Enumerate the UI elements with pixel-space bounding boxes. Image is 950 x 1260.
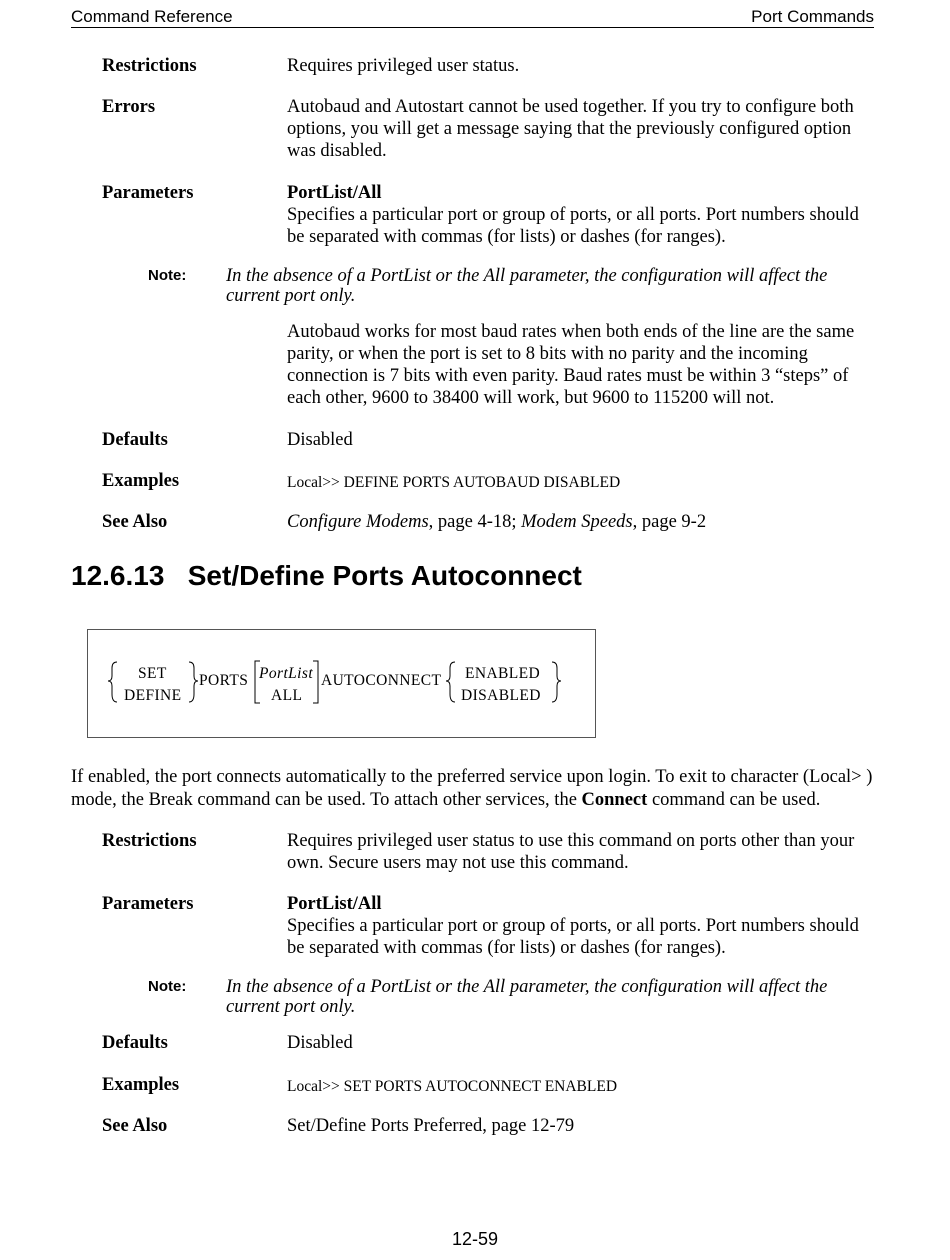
defaults-label-2: Defaults (102, 1033, 168, 1053)
see-also-ref-2-page: , page 9-2 (632, 512, 707, 532)
parameter-name-2: PortList/All (287, 894, 382, 914)
note-text-2: In the absence of a PortList or the All parameter, the configuration will affect the current port only. (226, 977, 828, 1017)
see-also-ref-2: Modem Speeds (521, 512, 633, 532)
parameters-body-2 (287, 893, 877, 959)
example-command-text: DEFINE PORTS AUTOBAUD DISABLED (343, 474, 621, 491)
see-also-ref-1-page: , page 4-18; (428, 512, 522, 532)
defaults-text: Disabled (287, 430, 353, 450)
header-left-title: Command Reference (71, 7, 233, 26)
connect-command: Connect (581, 790, 648, 810)
example-command-2 (287, 1076, 877, 1098)
see-also-label: See Also (102, 512, 168, 532)
example-command (287, 472, 877, 494)
description-text-2: command can be used. (647, 790, 821, 810)
parameters-label: Parameters (102, 183, 194, 203)
parameters-label-2: Parameters (102, 894, 194, 914)
parameter-description: Specifies a particular port or group of ports, or all ports. Port numbers should be separated with commas (for lists) or dashes (for ranges). (287, 205, 859, 247)
see-also-text-2: Set/Define Ports Preferred, page 12-79 (287, 1116, 575, 1136)
syntax-keyword-autoconnect: AUTOCONNECT (321, 672, 442, 689)
example-prompt: Local>> (287, 474, 340, 491)
page-header (71, 7, 874, 28)
restrictions-label-2: Restrictions (102, 831, 197, 851)
description-text-1: If enabled, the port connects automatically to the preferred service upon login. To exit to character (Local> ) mode, the Break command can be used. To attach other services, the (71, 767, 873, 810)
section-heading: 12.6.13 Set/Define Ports Autoconnect (71, 560, 582, 591)
syntax-option-define: DEFINE (124, 687, 182, 704)
syntax-keyword-ports: PORTS (199, 672, 249, 689)
parameter-name: PortList/All (287, 183, 382, 203)
syntax-option-all: ALL (271, 687, 303, 704)
examples-label-2: Examples (102, 1075, 180, 1095)
note-label-2: Note: (148, 978, 187, 995)
autobaud-text: Autobaud works for most baud rates when both ends of the line are the same parity, or when the port is set to 8 bits with no parity and the incoming connection is 7 bits with even parity. Baud rates must be within 3 “steps” of each other, 9600 to 38400 will work, but 9600 to 115200 will not. (287, 322, 855, 408)
page-number: 12-59 (451, 1229, 499, 1249)
syntax-diagram (87, 629, 596, 738)
note-label: Note: (148, 267, 187, 284)
example-command-text-2: SET PORTS AUTOCONNECT ENABLED (343, 1078, 618, 1095)
parameter-description-2: Specifies a particular port or group of ports, or all ports. Port numbers should be separated with commas (for lists) or dashes (for ranges). (287, 916, 859, 958)
brace-left-3 (446, 662, 455, 702)
errors-text: Autobaud and Autostart cannot be used together. If you try to configure both options, you will get a message saying that the previously configured option was disabled. (287, 97, 854, 161)
brace-right-1 (189, 662, 198, 702)
examples-label: Examples (102, 471, 180, 491)
header-right-title: Port Commands (751, 7, 874, 26)
defaults-label: Defaults (102, 430, 168, 450)
example-prompt-2: Local>> (287, 1078, 340, 1095)
restrictions-text: Requires privileged user status. (287, 56, 520, 76)
syntax-option-disabled: DISABLED (461, 687, 541, 704)
syntax-option-enabled: ENABLED (465, 665, 541, 682)
note-text: In the absence of a PortList or the All parameter, the configuration will affect the current port only. (226, 266, 828, 306)
syntax-option-set: SET (138, 665, 167, 682)
restrictions-label: Restrictions (102, 56, 197, 76)
brace-right-3 (552, 662, 561, 702)
brace-left-1 (108, 662, 117, 702)
see-also-text (287, 511, 877, 533)
errors-label: Errors (102, 97, 156, 117)
defaults-text-2: Disabled (287, 1033, 353, 1053)
syntax-option-portlist: PortList (259, 665, 314, 682)
see-also-label-2: See Also (102, 1116, 168, 1136)
bracket-right (313, 661, 318, 703)
parameters-body (287, 182, 877, 248)
see-also-ref-1: Configure Modems (287, 512, 429, 532)
description-paragraph (71, 766, 881, 812)
restrictions-text-2: Requires privileged user status to use this command on ports other than your own. Secure users may not use this command. (287, 831, 855, 873)
